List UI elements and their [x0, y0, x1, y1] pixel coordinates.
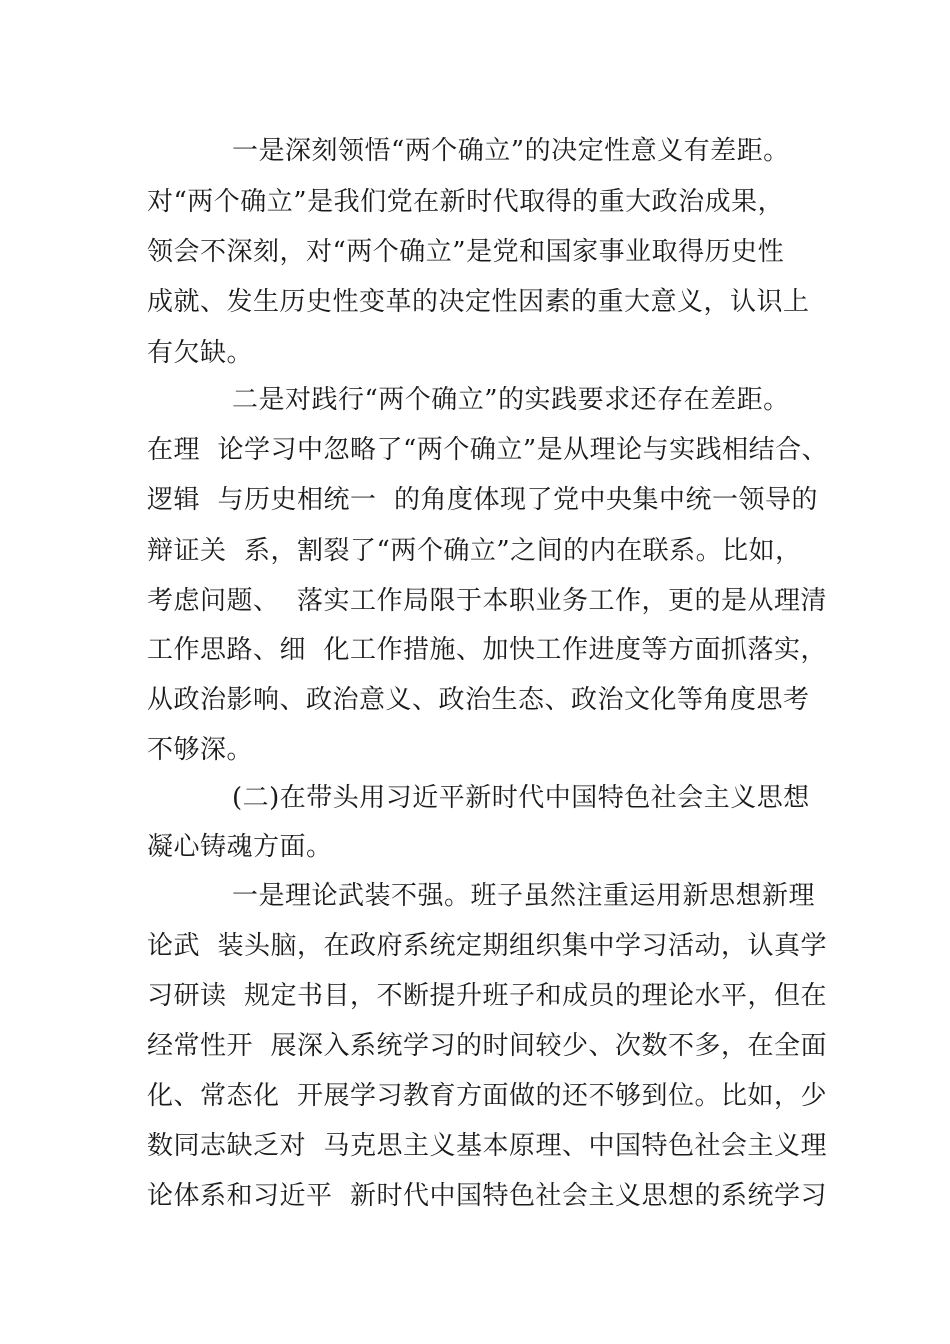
paragraph-line: 习研读 规定书目，不断提升班子和成员的理论水平，但在 — [147, 981, 828, 1011]
paragraph-line: 辩证关 系，割裂了“两个确立”之间的内在联系。比如， — [147, 536, 802, 566]
paragraph-line: 成就、发生历史性变革的决定性因素的重大意义，认识上 — [147, 287, 810, 317]
paragraph-line: 论武 装头脑，在政府系统定期组织集中学习活动，认真学 — [147, 931, 828, 961]
paragraph-line: 不够深。 — [147, 735, 254, 765]
paragraph-line: 一是理论武装不强。班子虽然注重运用新思想新理 — [232, 881, 816, 911]
paragraph-line: 工作思路、细 化工作措施、加快工作进度等方面抓落实， — [147, 635, 828, 665]
paragraph-line: 逻辑 与历史相统一 的角度体现了党中央集中统一领导的 — [147, 485, 819, 515]
section-heading-line: (二)在带头用习近平新时代中国特色社会主义思想 — [232, 783, 810, 813]
paragraph-line: 对“两个确立”是我们党在新时代取得的重大政治成果， — [147, 187, 785, 217]
paragraph-line: 化、常态化 开展学习教育方面做的还不够到位。比如，少 — [147, 1081, 828, 1111]
paragraph-line: 二是对践行“两个确立”的实践要求还存在差距。 — [232, 385, 790, 415]
paragraph-line: 经常性开 展深入系统学习的时间较少、次数不多，在全面 — [147, 1031, 828, 1061]
paragraph-line: 一是深刻领悟“两个确立”的决定性意义有差距。 — [232, 136, 790, 166]
paragraph-line: 在理 论学习中忽略了“两个确立”是从理论与实践相结合、 — [147, 435, 829, 465]
paragraph-line: 领会不深刻，对“两个确立”是党和国家事业取得历史性 — [147, 237, 785, 267]
paragraph-line: 有欠缺。 — [147, 338, 254, 368]
paragraph-line: 论体系和习近平 新时代中国特色社会主义思想的系统学习 — [147, 1181, 828, 1211]
section-heading-line: 凝心铸魂方面。 — [147, 832, 333, 862]
paragraph-line: 数同志缺乏对 马克思主义基本原理、中国特色社会主义理 — [147, 1131, 828, 1161]
paragraph-line: 从政治影响、政治意义、政治生态、政治文化等角度思考 — [147, 685, 810, 715]
paragraph-line: 考虑问题、 落实工作局限于本职业务工作，更的是从理清 — [147, 586, 828, 616]
